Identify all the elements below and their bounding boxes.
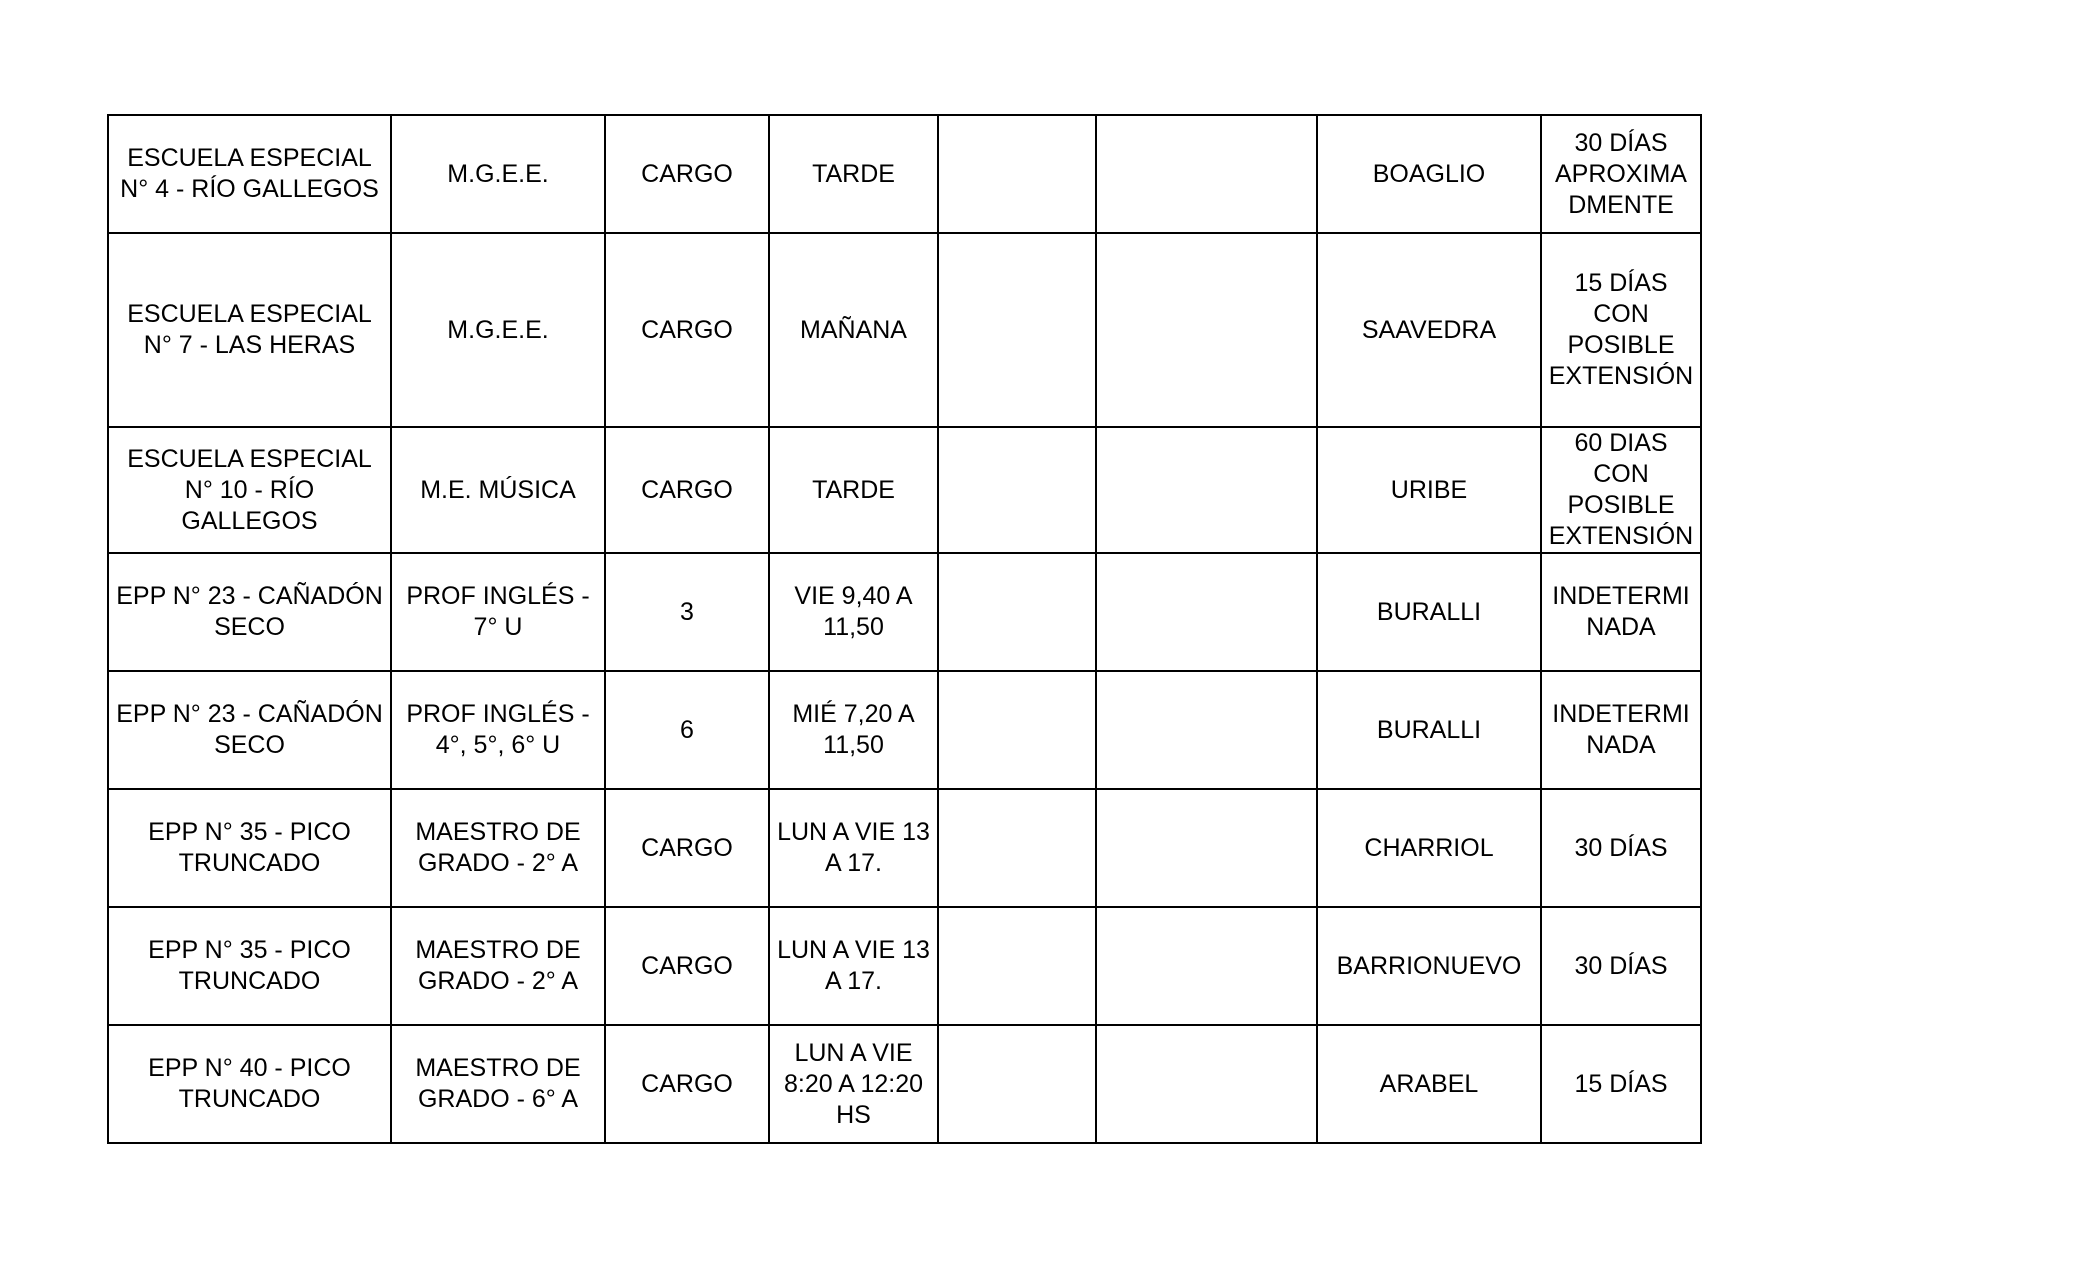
- school-cell: EPP N° 23 - CAÑADÓN SECO: [108, 671, 391, 789]
- teacher-cell: ARABEL: [1317, 1025, 1541, 1143]
- duration-cell: 60 DIAS CON POSIBLE EXTENSIÓN: [1541, 427, 1701, 553]
- empty-cell-a: [938, 427, 1096, 553]
- position-cell: PROF INGLÉS - 7° U: [391, 553, 605, 671]
- empty-cell-b: [1096, 907, 1317, 1025]
- empty-cell-b: [1096, 671, 1317, 789]
- duration-cell: 15 DÍAS CON POSIBLE EXTENSIÓN: [1541, 233, 1701, 427]
- teacher-cell: BOAGLIO: [1317, 115, 1541, 233]
- hours-cell: 6: [605, 671, 769, 789]
- duration-cell: INDETERMI NADA: [1541, 671, 1701, 789]
- duration-cell: 30 DÍAS: [1541, 907, 1701, 1025]
- empty-cell-b: [1096, 1025, 1317, 1143]
- table-row: [108, 1025, 1701, 1143]
- school-cell: EPP N° 35 - PICO TRUNCADO: [108, 907, 391, 1025]
- position-cell: MAESTRO DE GRADO - 6° A: [391, 1025, 605, 1143]
- position-cell: MAESTRO DE GRADO - 2° A: [391, 789, 605, 907]
- hours-cell: CARGO: [605, 789, 769, 907]
- school-cell: EPP N° 23 - CAÑADÓN SECO: [108, 553, 391, 671]
- table-row: [108, 553, 1701, 671]
- schedule-cell: LUN A VIE 13 A 17.: [769, 789, 938, 907]
- hours-cell: CARGO: [605, 427, 769, 553]
- schedule-cell: TARDE: [769, 427, 938, 553]
- teacher-cell: CHARRIOL: [1317, 789, 1541, 907]
- hours-cell: 3: [605, 553, 769, 671]
- duration-cell: 30 DÍAS APROXIMA DMENTE: [1541, 115, 1701, 233]
- empty-cell-b: [1096, 789, 1317, 907]
- empty-cell-a: [938, 789, 1096, 907]
- position-cell: MAESTRO DE GRADO - 2° A: [391, 907, 605, 1025]
- duration-cell: 30 DÍAS: [1541, 789, 1701, 907]
- empty-cell-a: [938, 233, 1096, 427]
- teacher-cell: URIBE: [1317, 427, 1541, 553]
- empty-cell-a: [938, 115, 1096, 233]
- position-cell: PROF INGLÉS - 4°, 5°, 6° U: [391, 671, 605, 789]
- duration-cell: INDETERMI NADA: [1541, 553, 1701, 671]
- schedule-cell: TARDE: [769, 115, 938, 233]
- teacher-cell: SAAVEDRA: [1317, 233, 1541, 427]
- empty-cell-a: [938, 671, 1096, 789]
- school-cell: ESCUELA ESPECIAL N° 4 - RÍO GALLEGOS: [108, 115, 391, 233]
- teacher-cell: BARRIONUEVO: [1317, 907, 1541, 1025]
- table-row: [108, 115, 1701, 233]
- hours-cell: CARGO: [605, 115, 769, 233]
- position-cell: M.E. MÚSICA: [391, 427, 605, 553]
- duration-cell: 15 DÍAS: [1541, 1025, 1701, 1143]
- hours-cell: CARGO: [605, 233, 769, 427]
- table-row: [108, 789, 1701, 907]
- hours-cell: CARGO: [605, 907, 769, 1025]
- table-row: [108, 671, 1701, 789]
- position-cell: M.G.E.E.: [391, 115, 605, 233]
- school-cell: ESCUELA ESPECIAL N° 7 - LAS HERAS: [108, 233, 391, 427]
- schedule-cell: MAÑANA: [769, 233, 938, 427]
- table-row: [108, 233, 1701, 427]
- table-row: [108, 907, 1701, 1025]
- table-row: [108, 427, 1701, 553]
- teacher-cell: BURALLI: [1317, 671, 1541, 789]
- school-cell: ESCUELA ESPECIAL N° 10 - RÍO GALLEGOS: [108, 427, 391, 553]
- empty-cell-b: [1096, 553, 1317, 671]
- schedule-cell: MIÉ 7,20 A 11,50: [769, 671, 938, 789]
- hours-cell: CARGO: [605, 1025, 769, 1143]
- school-cell: EPP N° 40 - PICO TRUNCADO: [108, 1025, 391, 1143]
- schedule-cell: VIE 9,40 A 11,50: [769, 553, 938, 671]
- position-cell: M.G.E.E.: [391, 233, 605, 427]
- empty-cell-b: [1096, 427, 1317, 553]
- empty-cell-a: [938, 1025, 1096, 1143]
- empty-cell-b: [1096, 233, 1317, 427]
- empty-cell-b: [1096, 115, 1317, 233]
- empty-cell-a: [938, 907, 1096, 1025]
- teacher-cell: BURALLI: [1317, 553, 1541, 671]
- schedule-cell: LUN A VIE 8:20 A 12:20 HS: [769, 1025, 938, 1143]
- table-body: [108, 115, 1701, 1143]
- schedule-cell: LUN A VIE 13 A 17.: [769, 907, 938, 1025]
- vacancy-table: [107, 114, 1702, 1144]
- school-cell: EPP N° 35 - PICO TRUNCADO: [108, 789, 391, 907]
- empty-cell-a: [938, 553, 1096, 671]
